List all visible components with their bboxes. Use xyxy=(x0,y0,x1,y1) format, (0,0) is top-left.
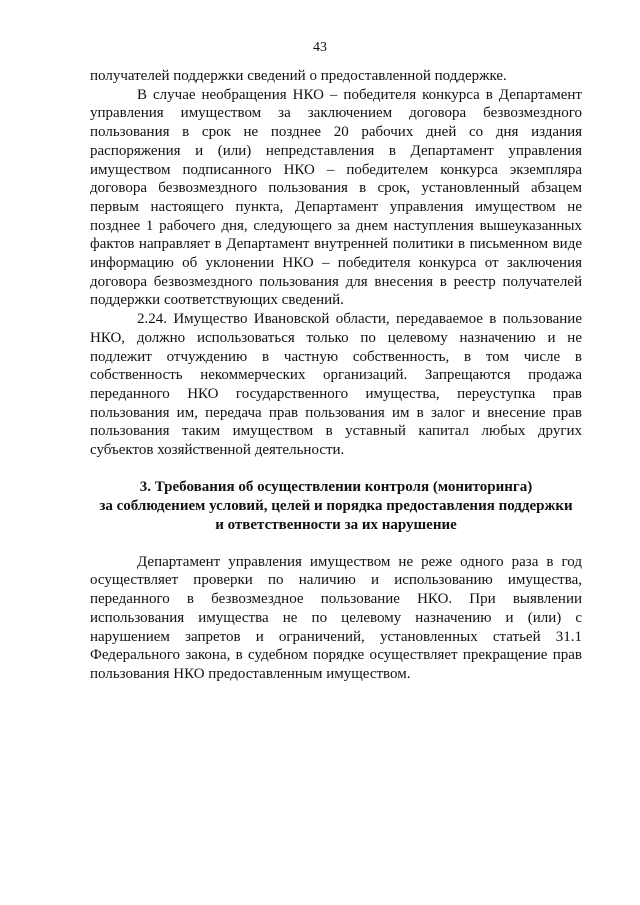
section-heading-line-2: за соблюдением условий, целей и порядка предоставления поддержки xyxy=(99,497,573,514)
section-heading xyxy=(90,478,582,535)
section-heading-line-3: и ответственности за их нарушение xyxy=(215,516,457,533)
document-body xyxy=(90,67,582,684)
paragraph-continuation: получателей поддержки сведений о предоставленной поддержке. xyxy=(90,68,507,84)
paragraph-non-appeal: В случае необращения НКО – победителя конкурса в Департамент управления имуществом за заключением договора безвозмездного пользования в срок не позднее 20 рабочих дней со дня издания распоряжения и (или) непредставления в Департамент управления имуществом подписанного НКО – победителем конкурса экземпляра договора безвозмездного пользования в срок, установленный абзацем первым настоящего пункта, Департамент управления имуществом не позднее 1 рабочего дня, следующего за днем наступления вышеуказанных фактов направляет в Департамент внутренней политики в письменном виде информацию об уклонении НКО – победителя конкурса от заключения договора безвозмездного пользования для внесения в реестр получателей поддержки соответствующих сведений. xyxy=(90,86,582,309)
paragraph-2-24: 2.24. Имущество Ивановской области, передаваемое в пользование НКО, должно использоваться только по целевому назначению и не подлежит отчуждению в частную собственность, в том числе в собственность некоммерческих организаций. Запрещаются продажа переданного НКО государственного имущества, переуступка прав пользования им, передача прав пользования им в залог и внесение прав пользования таким имуществом в уставный капитал любых других субъектов хозяйственной деятельности. xyxy=(90,311,582,459)
paragraph-monitoring: Департамент управления имуществом не реже одного раза в год осуществляет проверки по наличию и использованию имущества, переданного в безвозмездное пользование НКО. При выявлении использования имущества не по целевому назначению и (или) с нарушением запретов и ограничений, установленных статьей 31.1 Федерального закона, в судебном порядке осуществляет прекращение прав пользования НКО предоставленным имуществом. xyxy=(90,553,582,682)
section-heading-line-1: 3. Требования об осуществлении контроля (мониторинга) xyxy=(139,478,533,495)
page-number: 43 xyxy=(313,40,327,55)
